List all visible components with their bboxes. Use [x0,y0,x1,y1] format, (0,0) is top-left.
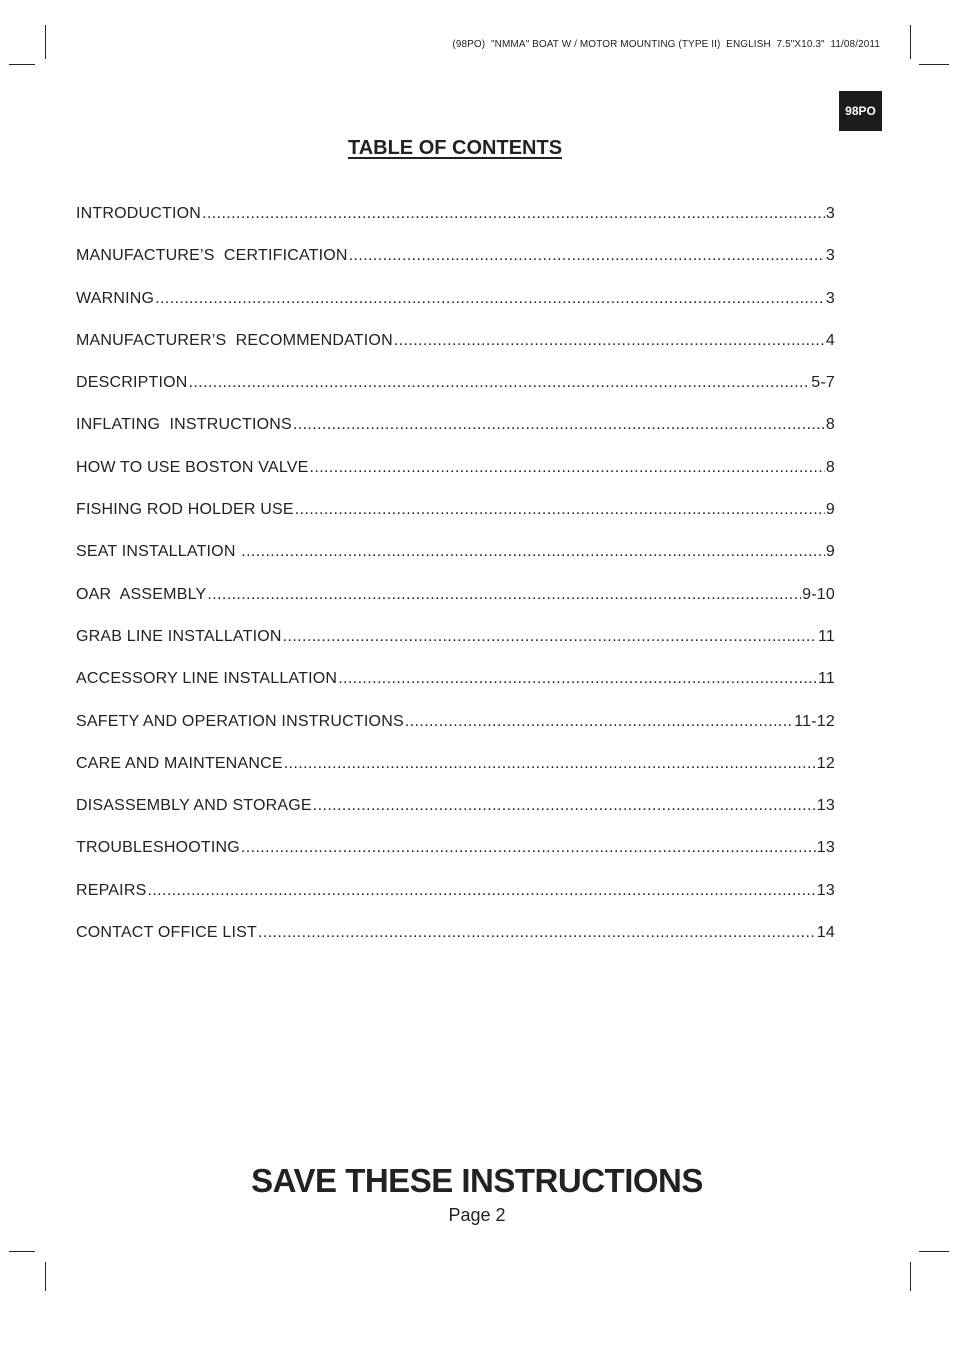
crop-mark-top-right-horizontal [919,64,949,65]
toc-leader-dots [283,628,817,646]
toc-entry-page: 11 [817,670,835,688]
toc-entry[interactable] [76,628,835,670]
toc-entry-page: 4 [825,331,835,349]
toc-leader-dots [207,586,801,604]
toc-entry[interactable] [76,586,835,628]
toc-entry-title: ACCESSORY LINE INSTALLATION [76,670,338,688]
toc-entry-title: REPAIRS [76,881,147,899]
toc-leader-dots [295,501,825,519]
toc-entry[interactable] [76,670,835,712]
toc-entry[interactable] [76,374,835,416]
toc-entry-title: CARE AND MAINTENANCE [76,754,283,772]
toc-entry-title: INFLATING INSTRUCTIONS [76,416,292,434]
toc-entry-title: DESCRIPTION [76,374,188,392]
toc-leader-dots [241,839,816,857]
toc-entry-page: 12 [816,754,835,772]
toc-entry[interactable] [76,882,835,924]
toc-leader-dots [284,755,816,773]
crop-mark-bottom-right-horizontal [919,1251,949,1252]
toc-entry-title: TROUBLESHOOTING [76,839,240,857]
toc-entry[interactable] [76,416,835,458]
toc-entry[interactable] [76,501,835,543]
toc-entry[interactable] [76,924,835,966]
toc-entry-title: OAR ASSEMBLY [76,585,207,603]
toc-entry-title: WARNING [76,289,155,307]
toc-leader-dots [313,797,816,815]
toc-leader-dots [310,459,825,477]
toc-entry-title: GRAB LINE INSTALLATION [76,627,282,645]
toc-leader-dots [349,247,825,265]
toc-entry-page: 11 [817,627,835,645]
toc-title: TABLE OF CONTENTS [347,137,563,159]
toc-entry[interactable] [76,797,835,839]
page-number: Page 2 [448,1205,506,1225]
toc-entry[interactable] [76,332,835,374]
toc-entry-title: MANUFACTURE’S CERTIFICATION [76,247,348,265]
toc-leader-dots [155,290,825,308]
document-meta-line: (98PO) "NMMA" BOAT W / MOTOR MOUNTING (TYPE II) ENGLISH 7.5"X10.3" 11/08/2011 [452,39,880,50]
toc-leader-dots [338,670,817,688]
toc-entry-page: 14 [816,924,835,942]
toc-entry-page: 13 [816,839,835,857]
toc-entry-title: HOW TO USE BOSTON VALVE [76,458,309,476]
toc-entry-title: INTRODUCTION [76,205,202,222]
section-tab-code: 98PO [839,91,882,131]
toc-leader-dots [189,374,811,392]
toc-entry-page: 3 [825,289,835,307]
toc-entry-page: 9 [825,501,835,519]
toc-entry[interactable] [76,247,835,289]
toc-leader-dots [293,416,825,434]
save-instructions-notice: SAVE THESE INSTRUCTIONS [251,1162,703,1199]
crop-mark-bottom-left-vertical [45,1262,46,1291]
crop-mark-bottom-right-vertical [910,1262,911,1291]
toc-entry[interactable] [76,205,835,247]
toc-leader-dots [405,713,793,731]
table-of-contents [76,205,835,966]
toc-leader-dots [258,924,816,942]
toc-entry-title: FISHING ROD HOLDER USE [76,501,294,519]
toc-entry[interactable] [76,713,835,755]
toc-entry-page: 3 [825,247,835,265]
toc-entry-title: MANUFACTURER’S RECOMMENDATION [76,331,393,349]
toc-entry-title: SAFETY AND OPERATION INSTRUCTIONS [76,712,404,730]
crop-mark-top-left-vertical [45,25,46,59]
toc-leader-dots [147,882,815,900]
toc-leader-dots [241,543,825,561]
toc-entry-page: 3 [825,205,835,222]
toc-entry-page: 5-7 [811,374,835,392]
toc-leader-dots [202,205,825,223]
toc-entry-title: SEAT INSTALLATION [76,543,241,561]
toc-entry[interactable] [76,459,835,501]
toc-entry[interactable] [76,290,835,332]
toc-entry-page: 8 [825,416,835,434]
toc-entry-page: 13 [816,881,835,899]
crop-mark-top-left-horizontal [9,64,35,65]
toc-entry[interactable] [76,839,835,881]
toc-entry-page: 11-12 [794,712,835,730]
toc-entry-page: 9-10 [802,585,835,603]
toc-entry-page: 13 [816,797,835,815]
crop-mark-top-right-vertical [910,25,911,59]
toc-entry[interactable] [76,543,835,585]
toc-leader-dots [394,332,825,350]
crop-mark-bottom-left-horizontal [9,1251,35,1252]
toc-entry[interactable] [76,755,835,797]
toc-entry-title: DISASSEMBLY AND STORAGE [76,797,312,815]
toc-entry-title: CONTACT OFFICE LIST [76,924,257,942]
toc-entry-page: 8 [825,458,835,476]
toc-entry-page: 9 [825,543,835,561]
